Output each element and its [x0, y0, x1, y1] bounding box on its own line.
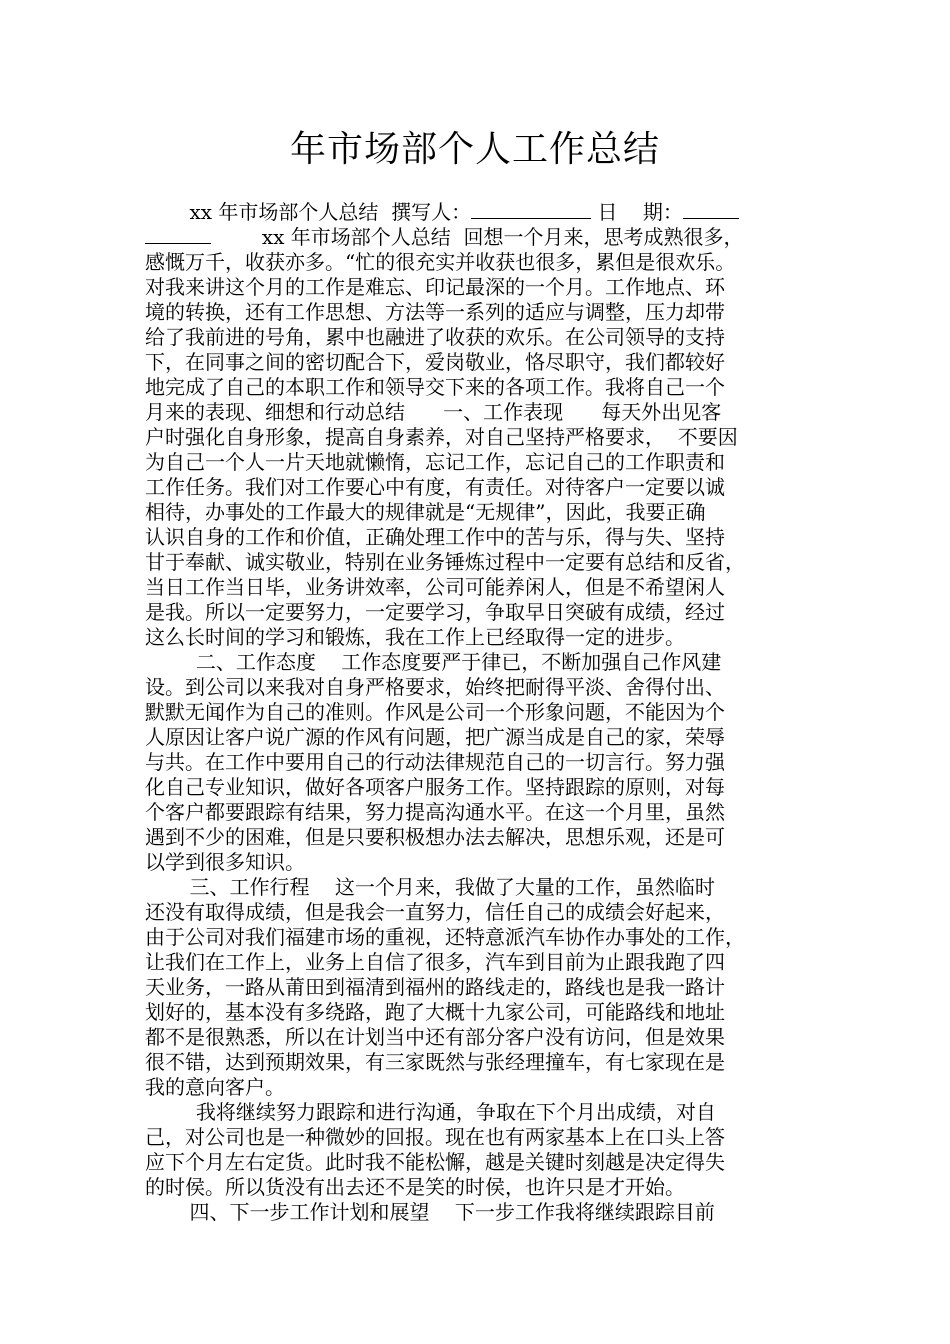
body-line: 天业务，一路从莆田到福清到福州的路线走的，路线也是我一路计: [145, 975, 725, 999]
body-line: 当日工作当日毕，业务讲效率，公司可能养闲人，但是不希望闲人: [145, 575, 725, 599]
header-text: xx 年市场部个人总结 撰写人：: [145, 200, 472, 224]
body-line: 三、工作行程 这一个月来，我做了大量的工作，虽然临时: [145, 875, 715, 899]
body-line: 月来的表现、细想和行动总结 一、工作表现 每天外出见客: [145, 400, 722, 424]
body-line: 甘于奉献、诚实敬业，特别在业务锤炼过程中一定要有总结和反省，: [145, 550, 745, 574]
body-line: 这么长时间的学习和锻炼，我在工作上已经取得一定的进步。: [145, 625, 685, 649]
body-line: 下，在同事之间的密切配合下，爱岗敬业，恪尽职守，我们都较好: [145, 350, 725, 374]
body-line: 划好的，基本没有多绕路，跑了大概十九家公司，可能路线和地址: [145, 1000, 725, 1024]
body-line: 认识自身的工作和价值，正确处理工作中的苦与乐，得与失、坚持: [145, 525, 725, 549]
body-line: 感慨万千，收获亦多。“忙的很充实并收获也很多，累但是很欢乐。: [145, 250, 736, 274]
body-line: 个客户都要跟踪有结果，努力提高沟通水平。在这一个月里，虽然: [145, 800, 725, 824]
body-line: 应下个月左右定货。此时我不能松懈，越是关键时刻越是决定得失: [145, 1150, 725, 1174]
body-line: 以学到很多知识。: [145, 850, 305, 874]
body-line: 为自己一个人一片天地就懒惰，忘记工作，忘记自己的工作职责和: [145, 450, 725, 474]
body-line: 都不是很熟悉，所以在计划当中还有部分客户没有访问，但是效果: [145, 1025, 725, 1049]
body-line: 化自己专业知识，做好各项客户服务工作。坚持跟踪的原则，对每: [145, 775, 725, 799]
body-line: 户时强化自身形象，提高自身素养，对自己坚持严格要求， 不要因: [145, 425, 738, 449]
body-line: 设。到公司以来我对自身严格要求，始终把耐得平淡、舍得付出、: [145, 675, 725, 699]
author-blank: [471, 200, 591, 219]
body-line: 地完成了自己的本职工作和领导交下来的各项工作。我将自己一个: [145, 375, 725, 399]
date-blank-continued: [145, 225, 211, 244]
document-title: 年市场部个人工作总结: [289, 129, 660, 170]
paragraph-text: xx 年市场部个人总结 回想一个月来，思考成熟很多，: [211, 225, 744, 249]
body-line: [145, 200, 815, 225]
body-line: 的时侯。所以货没有出去还不是笑的时侯，也许只是才开始。: [145, 1175, 685, 1199]
body-line: 给了我前进的号角，累中也融进了收获的欢乐。在公司领导的支持: [145, 325, 725, 349]
body-line: 四、下一步工作计划和展望 下一步工作我将继续跟踪目前: [145, 1200, 715, 1224]
body-line: 工作任务。我们对工作要心中有度，有责任。对待客户一定要以诚: [145, 475, 725, 499]
body-line: 人原因让客户说广源的作风有问题，把广源当成是自己的家，荣辱: [145, 725, 725, 749]
body-line: 我的意向客户。: [145, 1075, 285, 1099]
document-body: [145, 200, 815, 1225]
body-line: 遇到不少的困难，但是只要积极想办法去解决，思想乐观，还是可: [145, 825, 725, 849]
body-line: 己，对公司也是一种微妙的回报。现在也有两家基本上在口头上答: [145, 1125, 725, 1149]
body-line: 对我来讲这个月的工作是难忘、印记最深的一个月。工作地点、环: [145, 275, 725, 299]
body-line: 让我们在工作上，业务上自信了很多，汽车到目前为止跟我跑了四: [145, 950, 725, 974]
date-label: 日 期：: [591, 200, 683, 224]
body-line: 由于公司对我们福建市场的重视，还特意派汽车协作办事处的工作，: [145, 925, 745, 949]
body-line: 还没有取得成绩，但是我会一直努力，信任自己的成绩会好起来，: [145, 900, 725, 924]
date-blank: [683, 200, 739, 219]
body-line: 默默无闻作为自己的准则。作风是公司一个形象问题，不能因为个: [145, 700, 725, 724]
body-line: 我将继续努力跟踪和进行沟通，争取在下个月出成绩，对自: [145, 1100, 716, 1124]
body-line: [145, 225, 815, 250]
body-line: 很不错，达到预期效果，有三家既然与张经理撞车，有七家现在是: [145, 1050, 725, 1074]
body-line: 相待，办事处的工作最大的规律就是“无规律”，因此，我要正确: [145, 500, 706, 524]
body-line: 二、工作态度 工作态度要严于律已，不断加强自己作风建: [145, 650, 722, 674]
body-line: 是我。所以一定要努力，一定要学习，争取早日突破有成绩，经过: [145, 600, 725, 624]
body-line: 境的转换，还有工作思想、方法等一系列的适应与调整，压力却带: [145, 300, 725, 324]
body-line: 与共。在工作中要用自己的行动法律规范自己的一切言行。努力强: [145, 750, 725, 774]
